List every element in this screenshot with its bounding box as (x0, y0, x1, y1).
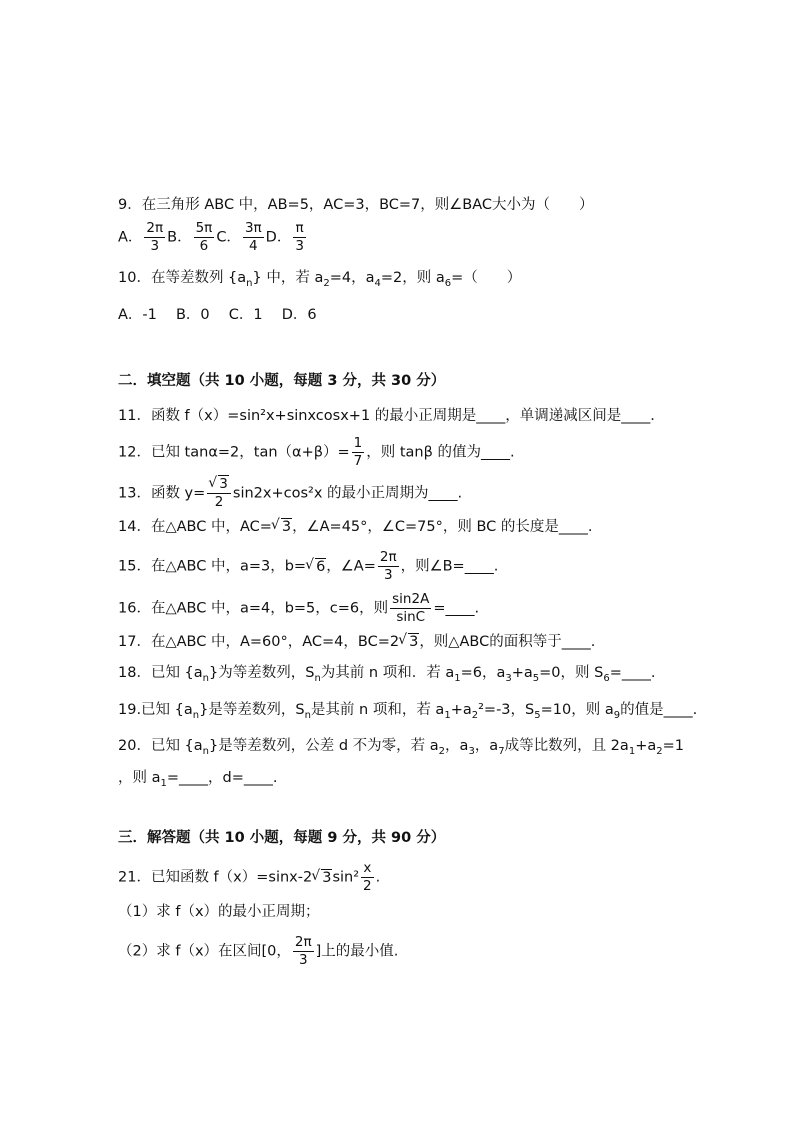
question-21-part-1: （1）求 f（x）的最小正周期； (118, 904, 320, 920)
question-14: 14．在△ABC 中，AC=√ 3，∠A=45°，∠C=75°，则 BC 的长度是____. (118, 517, 593, 537)
question-15: 15．在△ABC 中，a=3，b=√ 6，∠A= $\frac{2\pi}{3}$ ，则∠B=____. (118, 551, 498, 582)
question-20: 20．已知 $\{a_n\}$是等差数列，公差 d 不为零，若 $a_2$，$a_3$，$a_7$成等比数列，且 $2a_1+a_2=1$ (118, 738, 684, 757)
option-a-fraction: $\frac{2\pi}{3}$ (146, 220, 164, 254)
question-19: 19.已知 $\{a_n\}$是等差数列，$S_n$是其前 n 项和，若 $a_1+a_2^2=-3$，$S_5=10$，则 $a_9$的值是____. (118, 702, 698, 721)
question-10: 10．在等差数列 $\{a_n\}$ 中，若 $a_2=4$，$a_4=2$，则 $a_6=$（ ） (118, 270, 522, 289)
section-2-title: 二．填空题（共 10 小题，每题 3 分，共 30 分） (118, 373, 446, 389)
section-3-title: 三．解答题（共 10 小题，每题 9 分，共 90 分） (118, 830, 446, 846)
question-13: 13．函数 y= √ $\frac{3}{2}$ sin2x+cos²x 的最小正周期为____. (118, 478, 462, 509)
question-9: 9．在三角形 ABC 中，AB=5，AC=3，BC=7，则∠BAC大小为（ ） (118, 197, 594, 213)
question-16: 16．在△ABC 中，a=4，b=5，c=6，则 $\frac{\sin 2A}{\sin C}$ =____. (118, 591, 480, 625)
option-a-label: A． (118, 229, 143, 246)
option-c-label: C． (216, 229, 241, 246)
question-9-options (118, 222, 308, 253)
question-17: 17．在△ABC 中，A=60°，AC=4，BC=2√ 3，则△ABC的面积等于____. (118, 632, 595, 652)
question-10-options: A．-1 B．0 C．1 D．6 (118, 307, 317, 323)
question-21-part-2: （2）求 f（x）在区间[0， $\frac{2\pi}{3}$ ]上的最小值. (118, 934, 399, 968)
option-c-fraction: $\frac{3\pi}{4}$ (244, 220, 262, 254)
question-18: 18．已知 $\{a_n\}$为等差数列，$S_n$为其前 n 项和．若 $a_1=6$，$a_3+a_5=0$，则 $S_6=\_\_\_\_$. (118, 665, 656, 684)
option-b-fraction: $\frac{5\pi}{6}$ (195, 220, 213, 254)
question-21: 21．已知函数 f（x）=sinx-2√ 3sin² $\frac{x}{2}$ . (118, 862, 380, 893)
question-12: 12．已知 tanα=2，tan（α+β）= $\frac{1}{7}$ ，则 tanβ 的值为____. (118, 435, 515, 469)
question-11: 11．函数 f（x）=sin²x+sinxcosx+1 的最小正周期是____，单调递减区间是____. (118, 408, 655, 424)
question-20-line-2: ，则 $a_1=\_\_\_\_$，d=____. (118, 770, 278, 789)
option-d-fraction: $\frac{\pi}{3}$ (295, 220, 304, 254)
option-b-label: B． (167, 229, 192, 246)
option-d-label: D． (265, 229, 292, 246)
